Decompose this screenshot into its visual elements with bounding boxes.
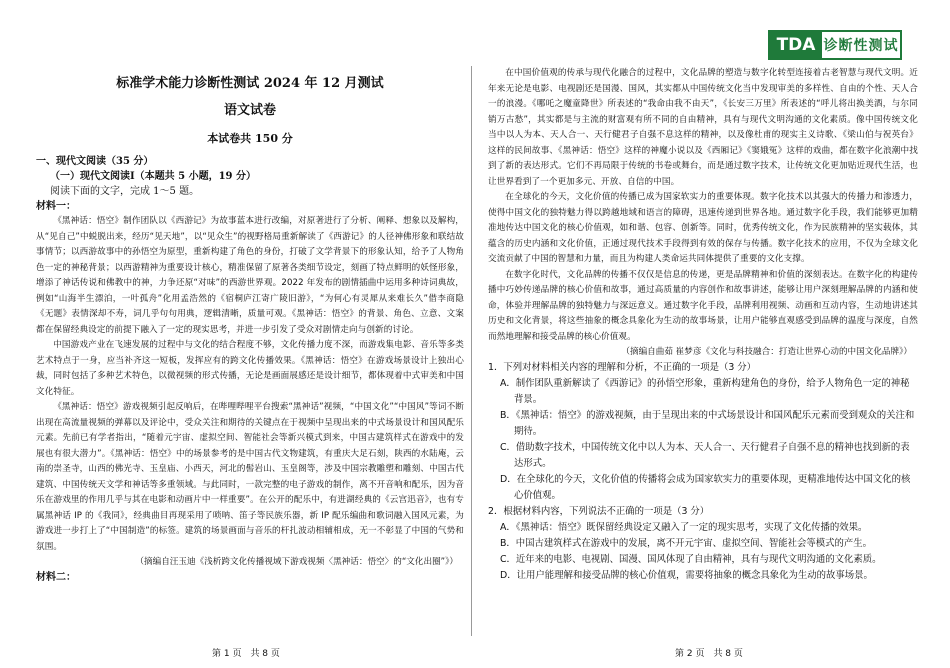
left-column — [36, 66, 464, 585]
section-heading: 一、现代文阅读（35 分） — [36, 156, 154, 167]
question-1-option-b: B．《黑神话：悟空》的游戏视频，由于呈现出来的中式场景设计和国风配乐元素而受到观众的关注和期待。 — [500, 410, 915, 437]
paragraph: 《黑神话：悟空》游戏视频引起反响后，在哔哩哔哩平台搜索“黑神话”视频，“中国文化”“中国风”等词不断出现在高流量视频的弹幕以及评论中，受众关注和期待的关键点在于视频中呈现出来的中式场景设计和国风配乐元素。先前已有学者指出，“随着元宇宙、虚拟空间、智能社会等新兴模式到来，中国古建筑样式在游戏中的发展也有很大潜力”。《黑神话：悟空》中的场景参考的是中国古代文物建筑，有重庆大足石刻，陕西的水陆庵，云南的崇圣寺，山西的佛光寺、玉皇庙、小西天，河北的髻岩山、玉皇阁等，涉及中国宗教雕塑和雕刻、中国古代建筑、中国传统天文学和神话等多重领域。与此同时，一款完整的电子游戏的制作，离不开音响和配乐，因为音乐在游戏里的作用几乎与其在电影和动画片中一样重要”。在公开的配乐中，有进湖经典的《云宫迅音》，也有专属黑神话 IP 的《我同》，经典曲目再现采用了唢呐、笛子等民族乐器，新 IP 配乐编曲和歌词融入国风元素，为游戏进一步打上了“中国制造”的标签。建筑的场景画面与音乐的杆扎波动相辅相成，无一不彰显了中国的气势和氛围。 — [36, 402, 464, 552]
question-1-option-a: A．制作团队重新解读了《西游记》的孙悟空形象，重新构建角色的身份，给予人物角色一定的神秘背景。 — [500, 378, 910, 405]
question-2-option-c: C．近年来的电影、电视剧、国漫、国风体现了自由精神，具有与现代文明沟通的文化素质。 — [500, 554, 882, 565]
question-1-stem: 1．下列对材料相关内容的理解和分析，不正确的一项是（3 分） — [488, 362, 757, 373]
right-column — [488, 66, 918, 584]
badge-tda: TDA — [770, 32, 822, 58]
question-1-option-d: D．在全球化的今天，文化价值的传播将会成为国家软实力的重要体现，更精准地传达中国文化的核心价值观。 — [500, 474, 911, 501]
exam-title: 标准学术能力诊断性测试 2024 年 12 月测试 — [116, 76, 384, 91]
instruction: 阅读下面的文字，完成 1～5 题。 — [50, 186, 200, 197]
exam-subject: 语文试卷 — [223, 103, 276, 118]
exam-score: 本试卷共 150 分 — [207, 132, 293, 145]
question-2-option-b: B．中国古建筑样式在游戏中的发展，离不开元宇宙、虚拟空间、智能社会等模式的产生。 — [500, 538, 873, 549]
paragraph: 中国游戏产业在飞速发展的过程中与文化的结合程度不够，文化传播力度不深，而游戏集电影、音乐等多类艺术特点于一身，应当补齐这一短板，发挥应有的跨文化传播效果。《黑神话：悟空》在游戏场景设计上独出心裁，同时包括了多种艺术特色，以微视频的形式传播，无论是画面展感还是设计细节，都体现着中式审美和中国文化特征。 — [36, 340, 464, 397]
question-2-stem: 2．根据材料内容，下列说法不正确的一项是（3 分） — [488, 506, 710, 517]
paragraph: 在数字化时代，文化品牌的传播不仅仅是信息的传递，更是品牌精神和价值的深刻表达。在数字化的构建传播中巧妙传递品牌的核心价值和故事，通过高质量的内容创作和故事讲述，能够让用户深刻理解品牌的内涵和使命，体验并理解品牌的独特魅力与深远意义。通过数字化手段，品牌利用视频、动画和互动内容，生动地讲述其历史和文化背景，将这些抽象的概念具象化为生动的故事场景，让用户能够直观感受到品牌的温度与深度，自然而然地理解和接受品牌的核心价值观。 — [488, 269, 918, 342]
page-footer-1: 第 1 页 共 8 页 — [212, 649, 280, 659]
paragraph: 《黑神话：悟空》制作团队以《西游记》为故事蓝本进行改编，对原著进行了分析、阐释、想象以及解构，从“见自己”中蜕脱出来，经历“见天地”，以“见众生”的视野格局重新解读了《西游记》的人径神佛形象和联结故事情节；以西游故事中的孙悟空为原型，重新构建了角色的身份，打破了文学背景下的形象认知，给予了人物角色一定的神秘背景；以西游精神为重要设计核心，精准保留了原著各类细节设定，刻画了特点鲜明的妖怪形象，增添了神话传说和佛教中的神，力争还原“对味”的西游世界观。2022 年发布的剧情插曲中运用多种诗词典故，例如“山海半生漂泊，一叶孤舟”化用孟浩然的《宿桐庐江寄广陵旧游》，“为何心有灵犀从来难长久”借李商隐《无题》表情深却不寿，词几乎句句用典，逻辑清晰，质量可观。《黑神话：悟空》的背景、角色、立意、文案都在保留经典设定的前提下融入了一定的现实思考，并进一步引发了受众对剧情走向与创新的讨论。 — [36, 216, 464, 335]
question-2-option-a: A．《黑神话：悟空》既保留经典设定又融入了一定的现实思考，实现了文化传播的效果。 — [500, 522, 868, 533]
source-citation: （摘编自曲茹 崔梦彦《文化与科技融合：打造让世界心动的中国文化品牌》） — [621, 347, 912, 357]
tda-badge — [768, 30, 902, 60]
source-citation: （摘编自汪玉迪《浅析跨文化传播视域下游戏视频〈黑神话：悟空〉的“文化出圈”》） — [135, 557, 458, 567]
question-2-option-d: D．让用户能理解和接受品牌的核心价值观，需要将抽象的概念具象化为生动的故事场景。 — [500, 570, 873, 581]
material1-label: 材料一： — [36, 201, 76, 212]
paragraph: 在中国价值观的传承与现代化融合的过程中，文化品牌的塑造与数字化转型连接着古老智慧与现代文明。近年来无论是电影、电视剧还是国漫、国风，其实都从中国传统文化当中发现审美的多样性、自由的个性、天人合一的浪漫。《哪吒之魔童降世》所表述的“我命由我不由天”，《长安三万里》所表述的“呼儿将出换美酒，与尔同销万古愁”，其实都是与主流的财富观有所不同的自由精神，具有与现代文明沟通的文化素质。像中国传统文化当中以人为本、天人合一、天行健君子自强不息这样的精神，以及像杜甫的现实主义诗歌、《梁山伯与祝英台》这样的民间故事、《黑神话：悟空》这样的神魔小说以及《西厢记》《窦娥冤》这样的戏曲，都在数字化浪潮中找到了新的表达形式。它们不再局限于传统的书卷或舞台，而是通过数字技术，让传统文化更加贴近现代生活，也让世界看到了一个更加多元、开放、自信的中国。 — [488, 68, 918, 187]
badge-label: 诊断性测试 — [823, 38, 899, 54]
material2-label: 材料二： — [36, 572, 76, 583]
subsection-heading: （一）现代文阅读Ⅰ（本题共 5 小题，19 分） — [50, 171, 256, 182]
paragraph: 在全球化的今天，文化价值的传播已成为国家软实力的重要体现。数字化技术以其强大的传播力和渗透力，使得中国文化的独特魅力得以跨越地域和语言的障碍，迅速传递到世界各地。通过数字化手段，我们能够更加精准地传达中国文化的核心价值观，如和谐、包容、创新等。同时，优秀传统文化，作为民族精神的坚实载体，其蕴含的历史内涵和文化价值，正通过现代技术手段得到有效的保存与传播。数字化技术的应用，不仅为全球文化交流贡献了中国的智慧和力量，而且为构建人类命运共同体提供了重要的文化支撑。 — [488, 192, 918, 264]
column-divider — [471, 66, 472, 636]
page-footer-2: 第 2 页 共 8 页 — [675, 649, 743, 659]
question-1-option-c: C．借助数字技术，中国传统文化中以人为本、天人合一、天行健君子自强不息的精神也找到新的表达形式。 — [500, 442, 910, 469]
